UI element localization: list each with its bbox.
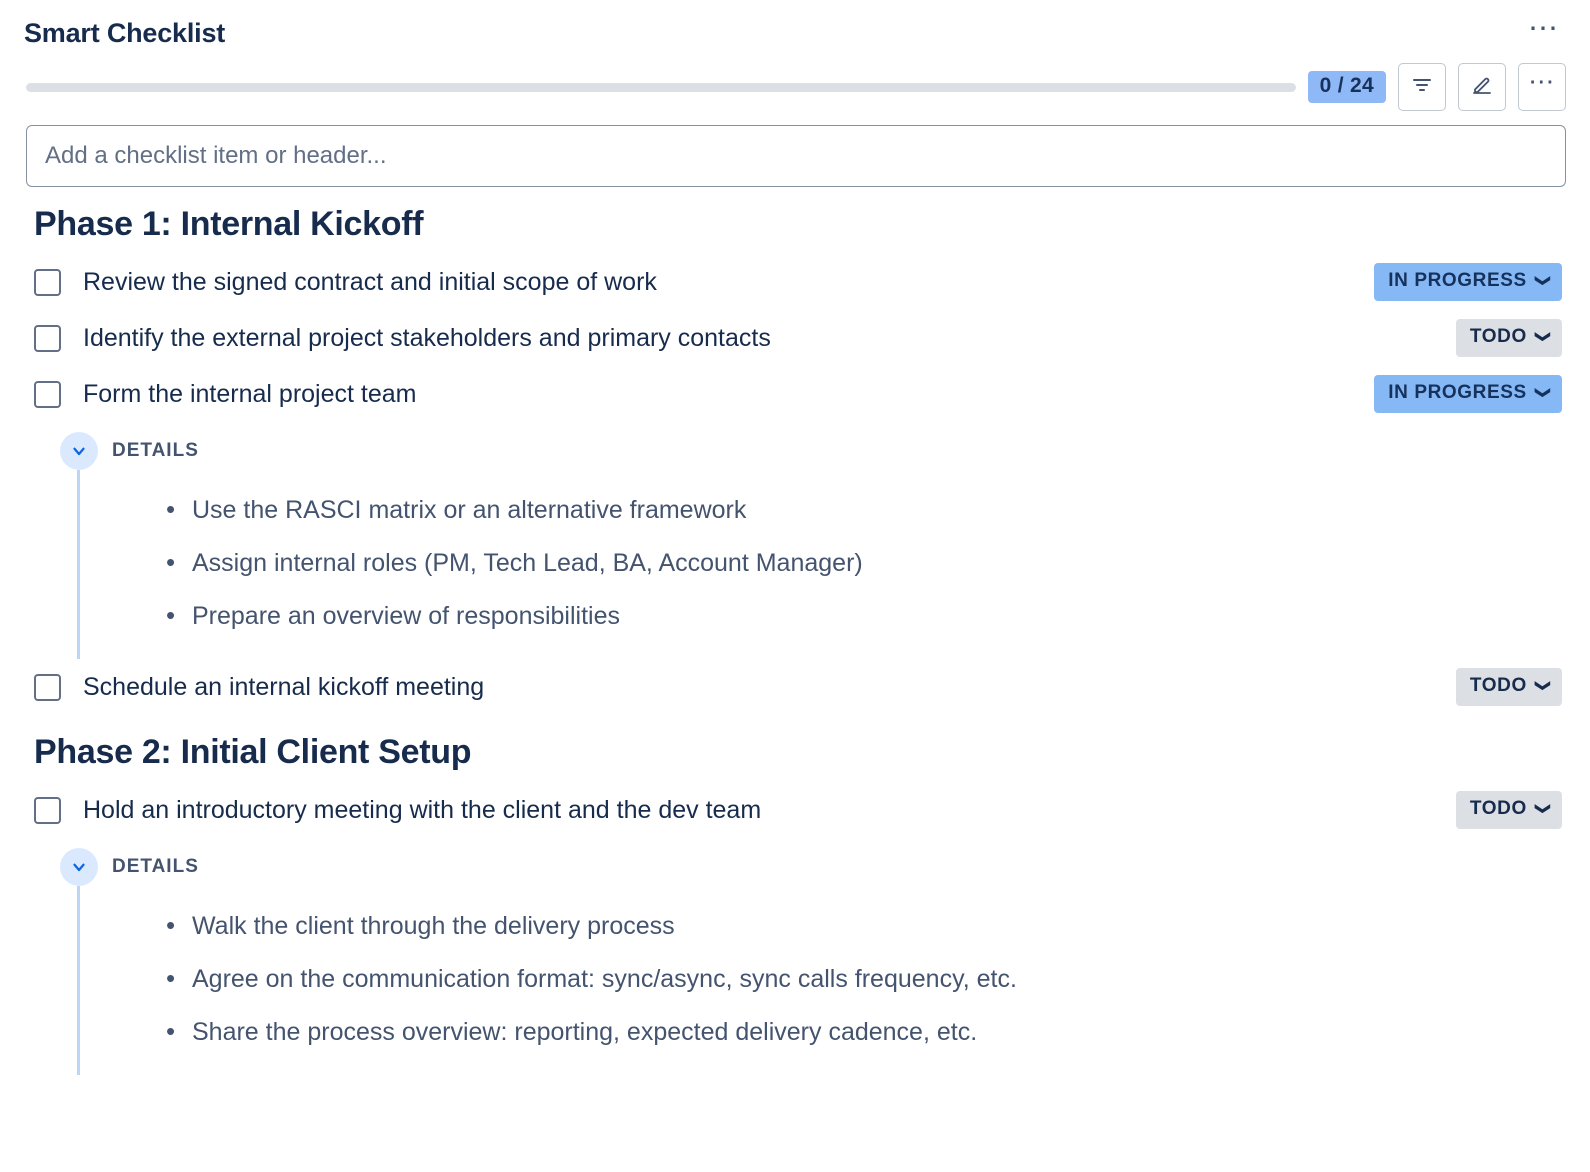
edit-pencil-icon: [1470, 73, 1494, 102]
checklist-item-row[interactable]: [26, 782, 1566, 838]
status-badge-dropdown[interactable]: [1456, 668, 1562, 706]
section-title: Phase 2: Initial Client Setup: [34, 733, 472, 771]
item-checkbox[interactable]: [34, 269, 61, 296]
details-header[interactable]: [60, 848, 1566, 886]
edit-button[interactable]: [1458, 63, 1506, 111]
checklist-item-row[interactable]: [26, 254, 1566, 310]
item-label: Form the internal project team: [83, 379, 417, 408]
checklist-list: [0, 205, 1590, 1075]
item-checkbox[interactable]: [34, 381, 61, 408]
add-checklist-item-input[interactable]: [26, 125, 1566, 187]
checklist-item-row[interactable]: [26, 310, 1566, 366]
chevron-down-icon: ❯: [1534, 330, 1552, 344]
chevron-down-icon: ❯: [1534, 274, 1552, 288]
details-list-item: • Walk the client through the delivery process: [192, 900, 1566, 953]
checklist-item-row[interactable]: [26, 366, 1566, 422]
item-label: Hold an introductory meeting with the client and the dev team: [83, 795, 762, 824]
progress-count-badge: 0 / 24: [1308, 71, 1386, 103]
details-label: DETAILS: [112, 856, 199, 877]
details-list-item: • Prepare an overview of responsibilities: [192, 590, 1566, 643]
status-label: TODO: [1469, 798, 1527, 819]
details-list-item: • Use the RASCI matrix or an alternative framework: [192, 484, 1566, 537]
status-label: TODO: [1469, 326, 1527, 347]
details-list-item: • Assign internal roles (PM, Tech Lead, BA, Account Manager): [192, 537, 1566, 590]
chevron-down-icon: ❯: [1534, 386, 1552, 400]
status-badge-dropdown[interactable]: [1374, 263, 1562, 301]
add-item-row: [0, 111, 1590, 187]
status-label: IN PROGRESS: [1388, 270, 1527, 291]
chevron-down-icon: ❯: [1534, 679, 1552, 693]
status-badge-dropdown[interactable]: [1456, 791, 1562, 829]
details-list-item: • Share the process overview: reporting, expected delivery cadence, etc.: [192, 1006, 1566, 1059]
filter-button[interactable]: [1398, 63, 1446, 111]
status-label: IN PROGRESS: [1388, 382, 1527, 403]
item-checkbox[interactable]: [34, 674, 61, 701]
progress-bar: [26, 83, 1296, 92]
page-title: Smart Checklist: [24, 18, 226, 48]
header-ellipsis-icon[interactable]: ⋯: [1528, 11, 1560, 45]
checklist-toolbar: [0, 55, 1590, 111]
item-label: Review the signed contract and initial scope of work: [83, 267, 657, 296]
details-header[interactable]: [60, 432, 1566, 470]
details-list: [80, 900, 1566, 1059]
chevron-down-icon: ❯: [1534, 802, 1552, 816]
section-title: Phase 1: Internal Kickoff: [34, 205, 424, 243]
details-list-item: • Agree on the communication format: sync/async, sync calls frequency, etc.: [192, 953, 1566, 1006]
details-body: [77, 470, 1566, 659]
filter-icon: [1410, 73, 1434, 102]
status-badge-dropdown[interactable]: [1374, 375, 1562, 413]
status-label: TODO: [1469, 675, 1527, 696]
toolbar-ellipsis-button[interactable]: ⋯: [1518, 63, 1566, 111]
chevron-down-icon[interactable]: [60, 432, 98, 470]
item-checkbox[interactable]: [34, 797, 61, 824]
chevron-down-icon[interactable]: [60, 848, 98, 886]
status-badge-dropdown[interactable]: [1456, 319, 1562, 357]
details-label: DETAILS: [112, 440, 199, 461]
details-list: [80, 484, 1566, 643]
item-label: Schedule an internal kickoff meeting: [83, 672, 485, 701]
item-checkbox[interactable]: [34, 325, 61, 352]
details-body: [77, 886, 1566, 1075]
checklist-item-row[interactable]: [26, 659, 1566, 715]
checklist-header: [0, 0, 1590, 55]
item-label: Identify the external project stakeholders and primary contacts: [83, 323, 771, 352]
